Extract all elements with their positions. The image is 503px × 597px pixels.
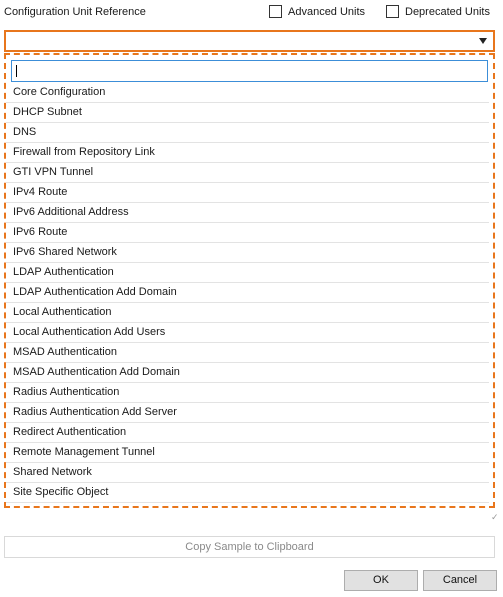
- dropdown-list: [6, 83, 489, 506]
- list-item[interactable]: Local Authentication: [6, 303, 489, 323]
- configuration-unit-reference-label: Configuration Unit Reference: [4, 6, 146, 18]
- deprecated-units-label: Deprecated Units: [405, 5, 490, 18]
- advanced-units-checkbox-box[interactable]: [269, 5, 282, 18]
- ok-button[interactable]: OK: [344, 570, 418, 591]
- list-item[interactable]: Site Specific Object: [6, 483, 489, 503]
- deprecated-units-checkbox[interactable]: [386, 5, 490, 18]
- advanced-units-label: Advanced Units: [288, 5, 366, 18]
- list-item[interactable]: IPv4 Route: [6, 183, 489, 203]
- list-item[interactable]: LDAP Authentication: [6, 263, 489, 283]
- list-item[interactable]: Firewall from Repository Link: [6, 143, 489, 163]
- resize-grip-icon: ✓: [491, 512, 499, 522]
- list-item[interactable]: Shared Network: [6, 463, 489, 483]
- list-item[interactable]: DHCP Subnet: [6, 103, 489, 123]
- list-item[interactable]: Local Authentication Add Users: [6, 323, 489, 343]
- cancel-button[interactable]: Cancel: [423, 570, 497, 591]
- list-item[interactable]: Redirect Authentication: [6, 423, 489, 443]
- list-item[interactable]: MSAD Authentication: [6, 343, 489, 363]
- chevron-down-icon[interactable]: [479, 38, 487, 44]
- list-item[interactable]: Core Configuration: [6, 83, 489, 103]
- configuration-unit-dropdown: [4, 53, 495, 508]
- list-item[interactable]: IPv6 Shared Network: [6, 243, 489, 263]
- list-item[interactable]: MSAD Authentication Add Domain: [6, 363, 489, 383]
- configuration-unit-combobox[interactable]: [4, 30, 495, 52]
- list-item[interactable]: LDAP Authentication Add Domain: [6, 283, 489, 303]
- deprecated-units-checkbox-box[interactable]: [386, 5, 399, 18]
- list-item[interactable]: GTI VPN Tunnel: [6, 163, 489, 183]
- list-item[interactable]: IPv6 Route: [6, 223, 489, 243]
- list-item[interactable]: Remote Management Tunnel: [6, 443, 489, 463]
- text-caret: [16, 65, 17, 77]
- list-item[interactable]: IPv6 Additional Address: [6, 203, 489, 223]
- copy-sample-button[interactable]: Copy Sample to Clipboard: [4, 536, 495, 558]
- dropdown-search-input[interactable]: [11, 60, 488, 82]
- list-item[interactable]: DNS: [6, 123, 489, 143]
- advanced-units-checkbox[interactable]: [269, 5, 365, 18]
- list-item[interactable]: Radius Authentication: [6, 383, 489, 403]
- list-item[interactable]: Radius Authentication Add Server: [6, 403, 489, 423]
